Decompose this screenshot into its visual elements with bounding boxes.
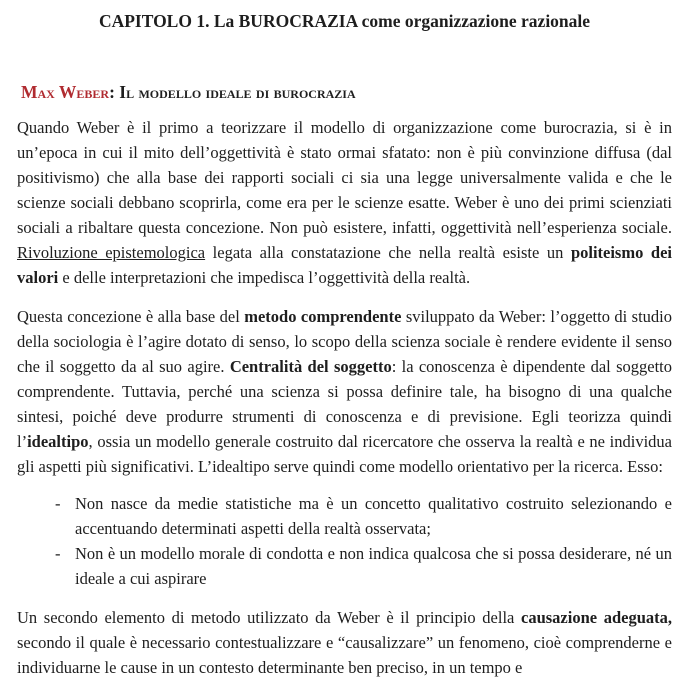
text-run: e delle interpretazioni che impedisca l’oggettività della realtà. xyxy=(58,268,471,287)
text-run: Questa concezione è alla base del xyxy=(17,307,245,326)
text-run-bold: politeismo dei valori xyxy=(17,243,672,287)
section-heading xyxy=(21,82,668,102)
bullet-dash: - xyxy=(55,494,61,513)
bullet-dash: - xyxy=(55,544,61,563)
text-run-bold: idealtipo xyxy=(27,432,89,451)
list-item xyxy=(55,541,672,591)
section-heading-author: Max Weber xyxy=(21,82,110,102)
section-heading-subtitle: : Il modello ideale di burocrazia xyxy=(109,82,356,102)
text-run-bold: metodo comprendente xyxy=(244,307,402,326)
paragraph-method xyxy=(17,304,672,479)
text-run: , ossia un modello generale costruito dal ricercatore che osserva la realtà e ne individua gli aspetti più significativi. L’idealtipo serve quindi come modello orientativo per la ricerca. Esso: xyxy=(17,432,672,476)
text-run-bold: Centralità del soggetto xyxy=(229,357,392,376)
chapter-title: CAPITOLO 1. La BUROCRAZIA come organizzazione razionale xyxy=(98,11,591,31)
text-run: : la conoscenza è dipendente dal soggetto comprendente. Tuttavia, perché una scienza si possa definire tale, ha bisogno di una qualche sintesi, poiché deve produrre strumenti di conoscenza e di previsione. Egli teorizza quindi l’ xyxy=(17,357,673,451)
list-item-text: Non nasce da medie statistiche ma è un concetto qualitativo costruito selezionando e accentuando determinati aspetti della realtà osservata; xyxy=(75,494,672,538)
text-run: sviluppato da Weber: l’oggetto di studio della sociologia è l’agire dotato di senso, lo scopo della scienza sociale è rendere evidente il senso che il soggetto da al suo agire. xyxy=(17,307,672,376)
text-run: Un secondo elemento di metodo utilizzato da Weber è il principio della xyxy=(17,608,521,627)
list-item xyxy=(55,491,672,541)
list-item-text: Non è un modello morale di condotta e non indica qualcosa che si possa desiderare, né un ideale a cui aspirare xyxy=(75,544,672,588)
text-run: Quando Weber è il primo a teorizzare il modello di organizzazione come burocrazia, si è in un’epoca in cui il mito dell’oggettività è stato ormai sfatato: non è più convinzione diffusa (dal positivismo) che alla base dei rapporti sociali ci sia una legge universalmente valida e che le scienze sociali debbano scoprirla, come era per le scienze esatte. Weber è uno dei primi scienziati sociali a ribaltare questa concezione. Non può esistere, infatti, oggettività nell’esperienza sociale. xyxy=(17,118,672,237)
idealtipo-list xyxy=(17,491,672,591)
text-run-bold: causazione adeguata, xyxy=(521,608,673,627)
text-run-underlined: Rivoluzione epistemologica xyxy=(17,243,206,262)
text-run: secondo il quale è necessario contestualizzare e “causalizzare” un fenomeno, cioè comprenderne e individuarne le cause in un contesto determinante ben preciso, in un tempo e xyxy=(17,633,672,677)
paragraph-epistemology xyxy=(17,115,672,290)
text-run: legata alla constatazione che nella realtà esiste un xyxy=(205,243,571,262)
paragraph-causation xyxy=(17,605,672,680)
